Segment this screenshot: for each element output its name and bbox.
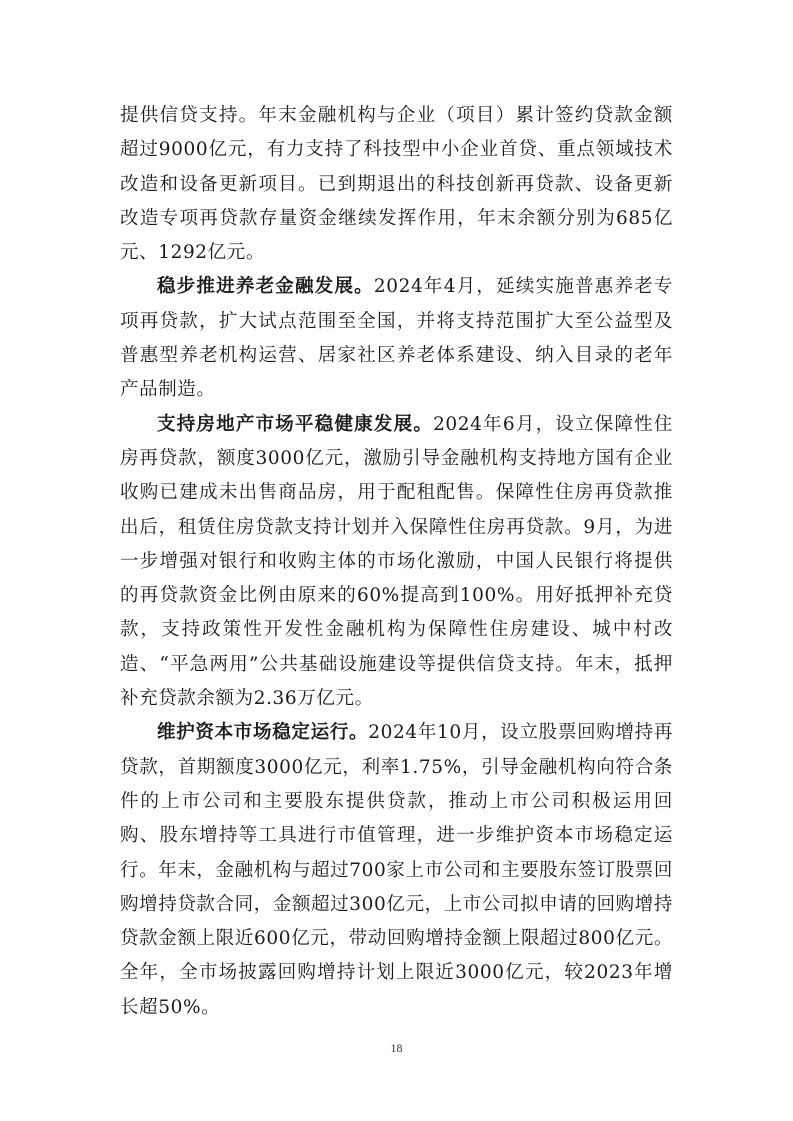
paragraph-real-estate	[120, 408, 673, 717]
paragraph-continuation	[120, 99, 673, 270]
paragraph-capital-market	[120, 716, 673, 1025]
paragraph-text: 2024年6月，设立保障性住房再贷款，额度3000亿元，激励引导金融机构支持地方国有企业收购已建成未出售商品房，用于配租配售。保障性住房再贷款推出后，租赁住房贷款支持计划并入保障性住房再贷款。9月，为进一步增强对银行和收购主体的市场化激励，中国人民银行将提供的再贷款资金比例由原来的60%提高到100%。用好抵押补充贷款，支持政策性开发性金融机构为保障性住房建设、城中村改造、“平急两用”公共基础设施建设等提供信贷支持。年末，抵押补充贷款余额为2.36万亿元。	[120, 413, 673, 710]
paragraph-text: 2024年10月，设立股票回购增持再贷款，首期额度3000亿元，利率1.75%，引导金融机构向符合条件的上市公司和主要股东提供贷款，推动上市公司积极运用回购、股东增持等工具进行市值管理，进一步维护资本市场稳定运行。年末，金融机构与超过700家上市公司和主要股东签订股票回购增持贷款合同，金额超过300亿元，上市公司拟申请的回购增持贷款金额上限近600亿元，带动回购增持金额上限超过800亿元。全年，全市场披露回购增持计划上限近3000亿元，较2023年增长超50%。	[120, 722, 673, 1018]
body-text	[120, 99, 673, 1025]
paragraph-heading: 支持房地产市场平稳健康发展。	[157, 413, 434, 435]
paragraph-heading: 稳步推进养老金融发展。	[157, 276, 374, 298]
paragraph-text: 2024年4月，延续实施普惠养老专项再贷款，扩大试点范围至全国，并将支持范围扩大至公益型及普惠型养老机构运营、居家社区养老体系建设、纳入目录的老年产品制造。	[120, 276, 673, 401]
paragraph-heading: 维护资本市场稳定运行。	[157, 722, 369, 744]
paragraph-elderly-finance	[120, 270, 673, 407]
page-number: 18	[390, 1041, 403, 1055]
paragraph-text: 提供信贷支持。年末金融机构与企业（项目）累计签约贷款金额超过9000亿元，有力支持了科技型中小企业首贷、重点领域技术改造和设备更新项目。已到期退出的科技创新再贷款、设备更新改造专项再贷款存量资金继续发挥作用，年末余额分别为685亿元、1292亿元。	[120, 105, 673, 264]
